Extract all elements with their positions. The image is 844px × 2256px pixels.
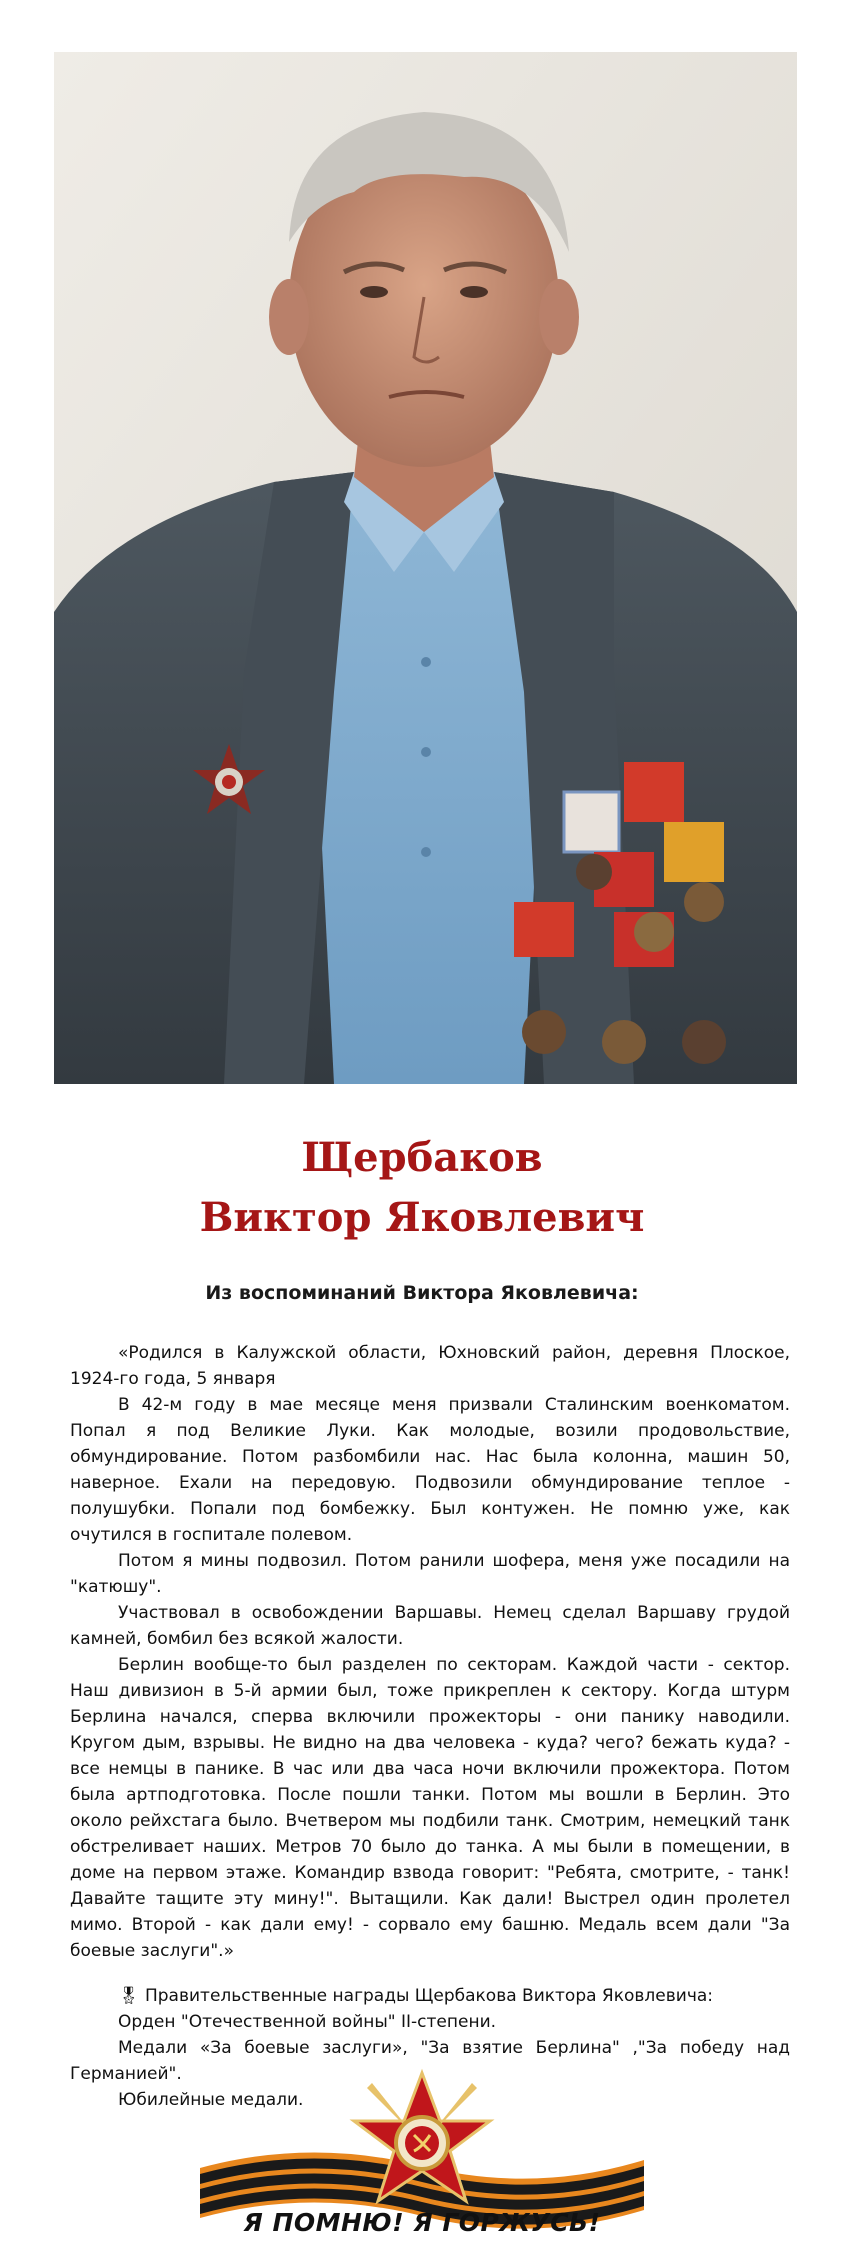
veteran-portrait-photo xyxy=(54,52,797,1084)
memoir-paragraph: «Родился в Калужской области, Юхновский район, деревня Плоское, 1924-го года, 5 января xyxy=(70,1343,790,1389)
memoir-paragraph: Берлин вообще-то был разделен по секторам. Каждой части - сектор. Наш дивизион в 5-й армии был, тоже прикреплен к сектору. Когда штурм Берлина начался, сперва включили прожекторы - они панику наводили. Кругом дым, взрывы. Не видно на два человека - куда? чего? бежать куда? - все немцы в панике. В час или два часа ночи включили прожектора. Потом была артподготовка. После пошли танки. Потом мы вошли в Берлин. Это около рейхстага было. Вчетвером мы подбили танк. Смотрим, немецкий танк обстреливает наших. Метров 70 было до танка. А мы были в помещении, в доме на первом этаже. Командир взвода говорит: "Ребята, смотрите, - танк! Давайте тащите эту мину!". Вытащили. Как дали! Выстрел один пролетел мимо. Второй - как дали ему! - сорвало ему башню. Медаль всем дали "За боевые заслуги".» xyxy=(70,1655,790,1961)
award-item: Медали «За боевые заслуги», "За взятие Берлина" ,"За победу над Германией". xyxy=(70,2038,790,2084)
memoir-heading: Из воспоминаний Виктора Яковлевича: xyxy=(205,1282,639,1304)
memoir-text xyxy=(70,1340,790,1964)
awards-title: 🎖 Правительственные награды Щербакова Виктора Яковлевича: xyxy=(118,1986,714,2006)
slogan: Я ПОМНЮ! Я ГОРЖУСЬ! xyxy=(243,2208,601,2237)
award-item: Орден "Отечественной войны" II-степени. xyxy=(118,2012,497,2032)
person-given-names: Виктор Яковлевич xyxy=(199,1194,645,1241)
memoir-paragraph: Участвовал в освобождении Варшавы. Немец сделал Варшаву грудой камней, бомбил без всякой жалости. xyxy=(70,1603,790,1649)
memoir-paragraph: Потом я мины подвозил. Потом ранили шофера, меня уже посадили на "катюшу". xyxy=(70,1551,790,1597)
memoir-paragraph: В 42-м году в мае месяце меня призвали Сталинским военкоматом. Попал я под Великие Луки. Как молодые, возили продовольствие, обмундирование. Потом разбомбили нас. Нас была колонна, машин 50, наверное. Ехали на передовую. Подвозили обмундирование теплое - полушубки. Попали под бомбежку. Был контужен. Не помню уже, как очутился в госпитале полевом. xyxy=(70,1395,790,1545)
person-surname: Щербаков xyxy=(301,1134,543,1181)
award-item: Юбилейные медали. xyxy=(118,2090,304,2110)
